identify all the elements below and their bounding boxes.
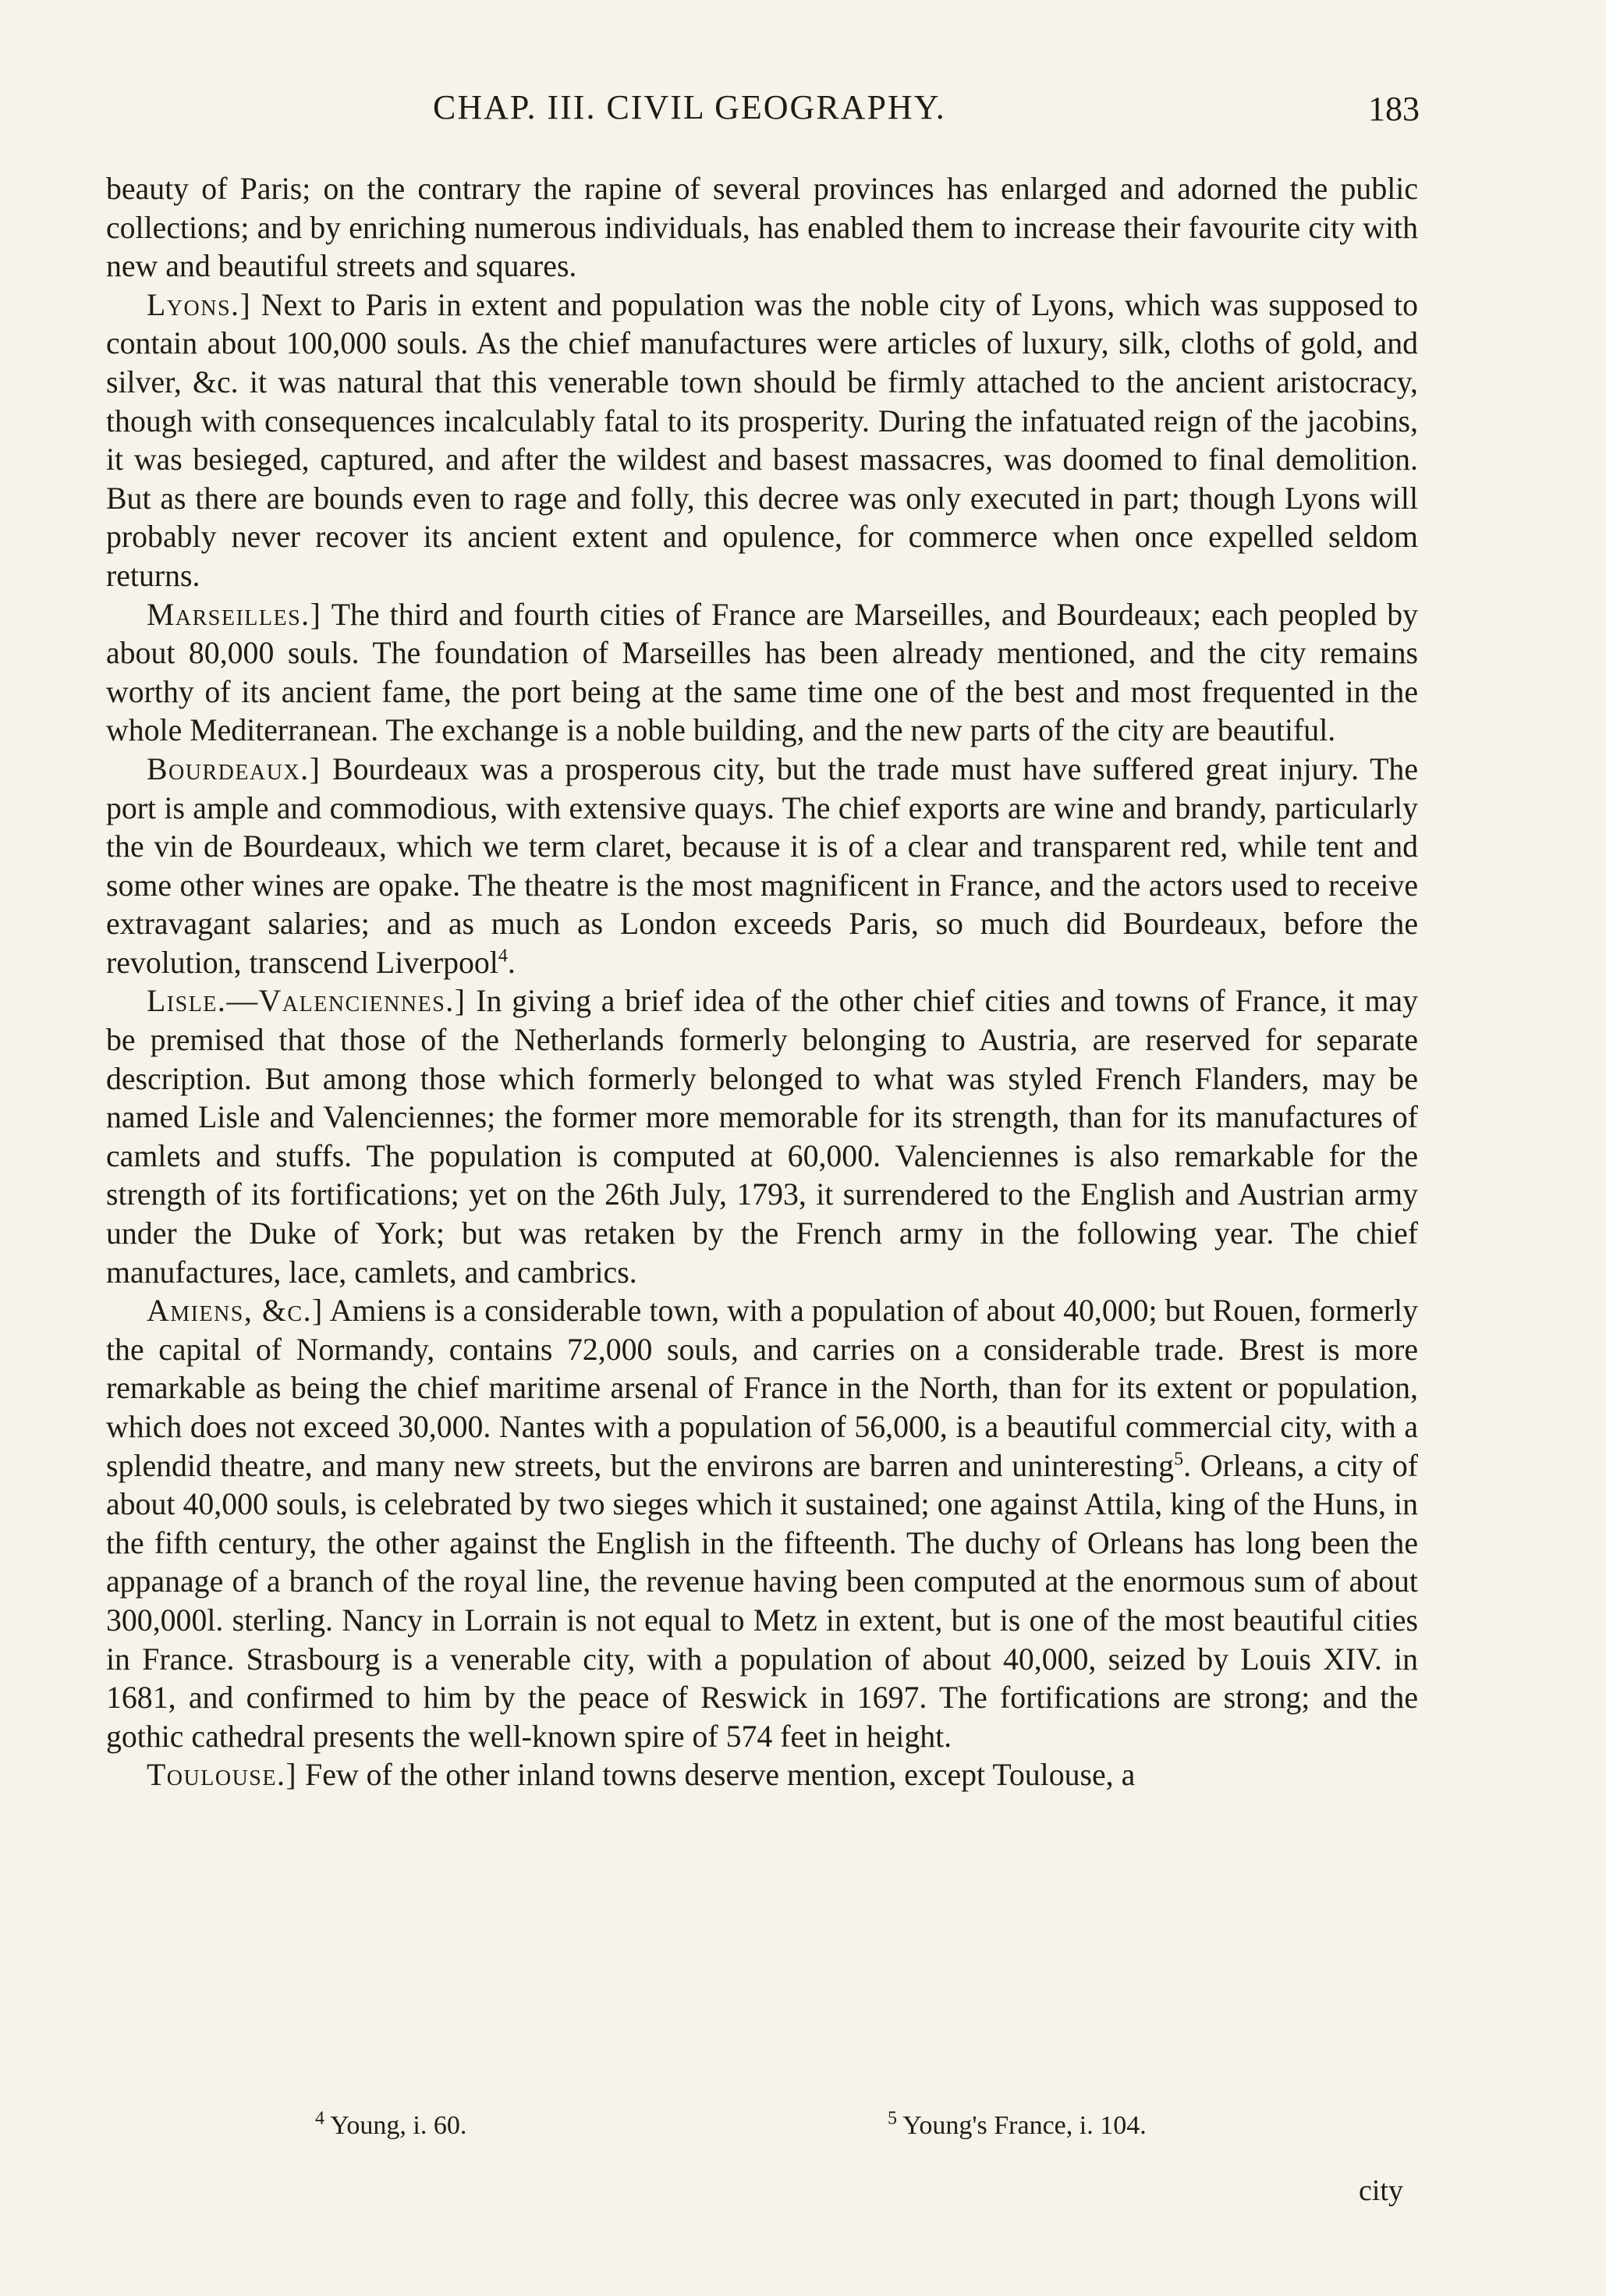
footnote-4 [315, 2108, 467, 2141]
catchword: city [1359, 2174, 1403, 2207]
footnote-mark: 4 [315, 2108, 324, 2129]
paragraph-text: In giving a brief idea of the other chief cities and towns of France, it may be premised that those of the Netherlands formerly belonging to Austria, are reserved for separate description. But among those which formerly belonged to what was styled French Flanders, may be named Lisle and Valenciennes; the former more memorable for its strength, than for its manufactures of camlets and stuffs. The population is computed at 60,000. Valenciennes is also remarkable for the strength of its fortifications; yet on the 26th July, 1793, it surrendered to the English and Austrian army under the Duke of York; but was retaken by the French army in the following year. The chief manufactures, lace, camlets, and cambrics. [106, 984, 1418, 1290]
paragraph-lyons [106, 286, 1418, 596]
section-heading-bourdeaux: Bourdeaux.] [147, 751, 321, 786]
page-number: 183 [1368, 90, 1420, 128]
paragraph-text: Bourdeaux was a prosperous city, but the trade must have suffered great injury. The port is ample and commodious, with extensive quays. The chief exports are wine and brandy, particularly the vin de Bourdeaux, which we term claret, because it is of a clear and transparent red, while tent and some other wines are opake. The theatre is the most magnificent in France, and the actors used to receive extravagant salaries; and as much as London exceeds Paris, so much did Bourdeaux, before the revolution, transcend Liverpool [106, 751, 1418, 980]
footnote-text: Young, i. 60. [330, 2111, 467, 2140]
footnote-text: Young's France, i. 104. [902, 2111, 1147, 2140]
paragraph-text: Few of the other inland towns deserve mention, except Toulouse, a [305, 1758, 1136, 1793]
paragraph-lisle-valenciennes [106, 982, 1418, 1292]
footnote-reference-4[interactable]: 4 [498, 946, 508, 967]
footnote-5 [888, 2108, 1147, 2141]
paragraph-paris-continued [106, 170, 1418, 286]
section-heading-toulouse: Toulouse.] [147, 1758, 298, 1793]
paragraph-text: beauty of Paris; on the contrary the rapine of several provinces has enlarged and adorned the public collections; and by enriching numerous individuals, has enabled them to increase their favourite city with new and beautiful streets and squares. [106, 172, 1418, 284]
paragraph-text-end: . [507, 945, 516, 980]
paragraph-text-continued: . Orleans, a city of about 40,000 souls, is celebrated by two sieges which it sustained; one against Attila, king of the Huns, in the fifth century, the other against the English in the fifteenth. The duchy of Orleans has long been the appanage of a branch of the royal line, the revenue having been computed at the enormous sum of about 300,000l. sterling. Nancy in Lorrain is not equal to Metz in extent, but is one of the most beautiful cities in France. Strasbourg is a venerable city, with a population of about 40,000, seized by Louis XIV. in 1681, and confirmed to him by the peace of Reswick in 1697. The fortifications are strong; and the gothic cathedral presents the well-known spire of 574 feet in height. [106, 1448, 1418, 1754]
paragraph-toulouse [106, 1756, 1418, 1795]
section-heading-marseilles: Marseilles.] [147, 597, 322, 632]
paragraph-bourdeaux [106, 751, 1418, 983]
section-heading-lyons: Lyons.] [147, 287, 252, 322]
paragraph-text: The third and fourth cities of France are Marseilles, and Bourdeaux; each peopled by about 80,000 souls. The foundation of Marseilles has been already mentioned, and the city remains worthy of its ancient fame, the port being at the same time one of the best and most frequented in the whole Mediterranean. The exchange is a noble building, and the new parts of the city are beautiful. [106, 597, 1418, 748]
footnotes [106, 2108, 1418, 2150]
section-heading-lisle-valenciennes: Lisle.—Valenciennes.] [147, 984, 466, 1019]
footnote-reference-5[interactable]: 5 [1174, 1449, 1184, 1470]
running-title: CHAP. III. CIVIL GEOGRAPHY. [433, 88, 946, 126]
paragraph-text: Next to Paris in extent and population was the noble city of Lyons, which was supposed to contain about 100,000 souls. As the chief manufactures were articles of luxury, silk, cloths of gold, and silver, &c. it was natural that this venerable town should be firmly attached to the ancient aristocracy, though with consequences incalculably fatal to its prosperity. During the infatuated reign of the jacobins, it was besieged, captured, and after the wildest and basest massacres, was doomed to final demolition. But as there are bounds even to rage and folly, this decree was only executed in part; though Lyons will probably never recover its ancient extent and opulence, for commerce when once expelled seldom returns. [106, 287, 1418, 593]
footnote-mark: 5 [888, 2108, 897, 2129]
running-head [109, 87, 1420, 134]
body-text [106, 170, 1418, 1795]
paragraph-amiens [106, 1292, 1418, 1756]
section-heading-amiens: Amiens, &c.] [147, 1293, 324, 1329]
paragraph-text: Amiens is a considerable town, with a population of about 40,000; but Rouen, formerly the capital of Normandy, contains 72,000 souls, and carries on a considerable trade. Brest is more remarkable as being the chief maritime arsenal of France in the North, than for its extent or population, which does not exceed 30,000. Nantes with a population of 56,000, is a beautiful commercial city, with a splendid theatre, and many new streets, but the environs are barren and uninteresting [106, 1293, 1419, 1483]
paragraph-marseilles [106, 596, 1418, 751]
